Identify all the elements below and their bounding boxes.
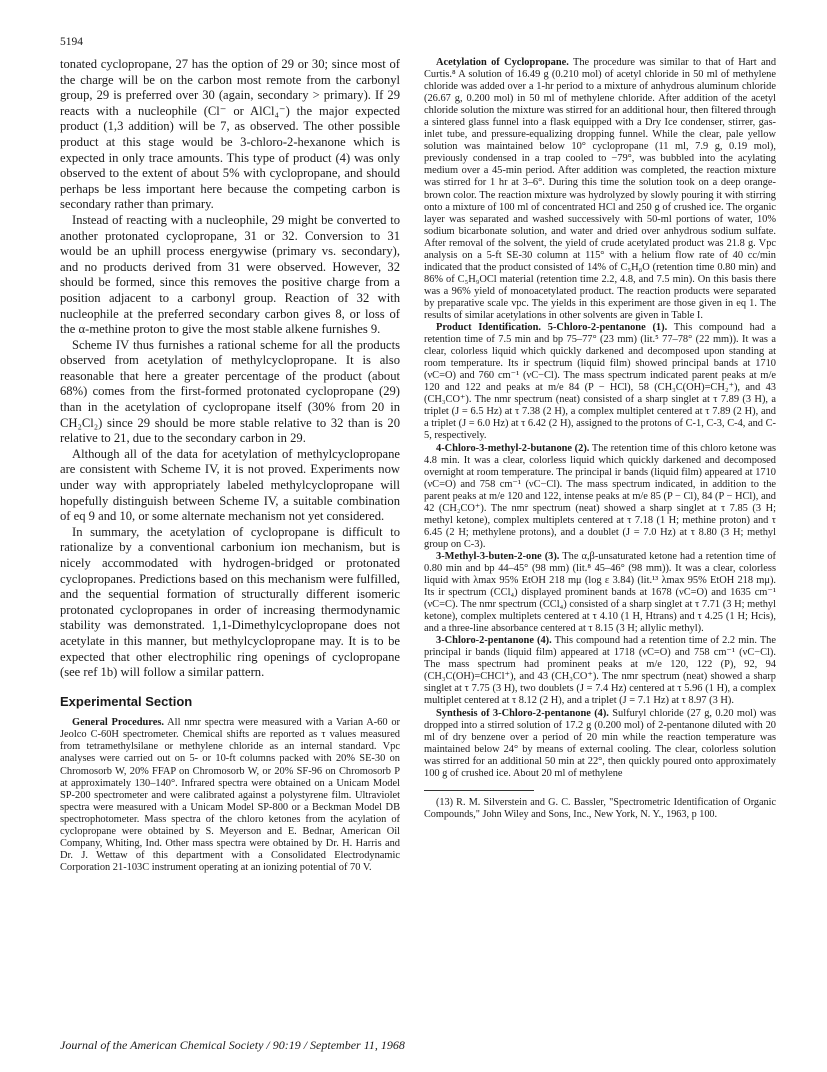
experimental-paragraph — [424, 322, 776, 442]
body-paragraph: In summary, the acetylation of cyclopropane is difficult to rationalize by a conventional carbonium ion mechanism, but is nicely accommodated with hydrogen-bridged or protonated cyclopropanes. Predictions based on this mechanism were fulfilled, and the sequential formation of structurally different isomeric protonated cyclopropanes in order of increasing thermodynamic stability was demonstrated. 1,1-Dimethylcyclopropane does not acetylate in this manner, but methylcyclopropane may. It is to be expected that other electrophilic ring openings of cyclopropane (see ref 1b) will follow a similar pattern. — [60, 524, 400, 680]
experimental-paragraph — [424, 57, 776, 322]
left-column — [60, 57, 400, 874]
body-paragraph: tonated cyclopropane, 27 has the option of 29 or 30; since most of the charge will be on the carbon most remote from the carbonyl group, 29 is preferred over 30 (again, secondary > primary). If 29 reacts with a nucleophile (Cl⁻ or AlCl₄⁻) the major expected product (1,3 addition) will be 7, as observed. The other possible product at this stage would be 3-chloro-2-hexanone which is expected in only trace amounts. This type of product (4) was only observed to the extent of about 5% with cyclopropane, and should perhaps be less important here because the competing carbon is secondary rather than primary. — [60, 57, 400, 212]
paragraph-lead: 3-Methyl-3-buten-2-one (3). — [436, 550, 560, 562]
body-paragraph: Instead of reacting with a nucleophile, 29 might be converted to another protonated cyclopropane, 31 or 32. Conversion to 31 would be an uphill process energywise (primary vs. secondary), and no products derived from 31 were observed. However, 32 should be formed, since this removes the positive charge from a position adjacent to a carbonyl group. Reaction of 32 with nucleophile at the preferred secondary carbon gives 8, or loss of the α-methine proton to give the most stable alkene furnishes 9. — [60, 212, 400, 337]
body-paragraph: Although all of the data for acetylation of methylcyclopropane are consistent with Scheme IV, it is not proved. Experiments now under way with appropriately labeled methylcyclopropane will hopefully distinguish between Scheme IV, a suitable combination of eq 9 and 10, or some alternate mechanism not yet considered. — [60, 446, 400, 524]
page-number: 5194 — [60, 36, 83, 48]
paragraph-lead: Acetylation of Cyclopropane. — [436, 57, 569, 68]
paragraph-text: This compound had a retention time of 7.5 min and bp 75–77° (23 mm) (lit.⁵ 77–78° (22 mm)). It was a clear, colorless liquid which quickly darkened and decomposed upon standing at room temperature. Its ir spectrum (liquid film) showed principal bands at 1710 (νC=O) and 760 cm⁻¹ (νC−Cl). The mass spectrum indicated parent peaks at m/e 120 and 122 and peaks at m/e 84 (P − HCl), 58 (CH₃C(OH)=CH₂⁺), and 43 (CH₃CO⁺). The nmr spectrum (neat) consisted of a sharp singlet at τ 7.89 (3 H), a triplet (J = 6.5 Hz) at τ 7.38 (2 H), a complex multiplet centered at τ 7.89 (2 H), and a triplet (J = 6.0 Hz) at τ 6.42 (2 H), assigned to the protons of C-1, C-3, C-4, and C-5, respectively. — [424, 322, 777, 442]
experimental-paragraph — [424, 635, 776, 707]
right-column — [424, 57, 776, 821]
experimental-paragraph — [424, 551, 776, 635]
paragraph-lead: 3-Chloro-2-pentanone (4). — [436, 635, 552, 647]
paragraph-text: The retention time of this chloro ketone was 4.8 min. It was a clear, colorless liquid which quickly darkened and decomposed overnight at room temperature. The principal ir bands (liquid film) appeared at 1710 (νC=O) and 758 cm⁻¹ (νC−Cl). The mass spectrum indicated, in addition to the parent peaks at m/e 120 and 122, intense peaks at m/e 85 (P − Cl), 84 (P − HCl), and 42 (CH₂CO⁺). The nmr spectrum (neat) showed a sharp singlet at τ 7.85 (3 H; methyl ketone), complex multiplets centered at τ 7.18 (1 H; methine proton) and τ 6.45 (2 H; methylene protons), and a doublet (J = 7.0 Hz) at τ 8.80 (3 H; methyl group on C-3). — [424, 442, 776, 550]
section-title: Experimental Section — [60, 693, 193, 709]
paragraph-lead: Product Identification. 5-Chloro-2-pentanone (1). — [436, 322, 668, 334]
body-paragraph: Scheme IV thus furnishes a rational scheme for all the products observed from acetylation of methylcyclopropane. It is also reasonable that here a greater percentage of the product (about 68%) comes from the first-formed protonated cyclopropane (29) than in the acetylation of cyclopropane itself (30% from 20 in CH₂Cl₂) since 29 should be more stable relative to 32 than is 20 relative to 21, due to the secondary carbon in 29. — [60, 337, 400, 446]
paragraph-lead: Synthesis of 3-Chloro-2-pentanone (4). — [436, 707, 609, 719]
footnote-divider — [424, 790, 534, 791]
journal-footer: Journal of the American Chemical Society / 90:19 / September 11, 1968 — [60, 1038, 405, 1052]
experimental-paragraph — [424, 708, 776, 780]
paragraph-text: Sulfuryl chloride (27 g, 0.20 mol) was dropped into a stirred solution of 17.2 g (0.200 mol) of 2-pentanone diluted with 20 ml of dry benzene over a period of 20 min while the reaction temperature was maintained below 24° by means of external cooling. The clear, colorless solution was stirred for an additional 50 min at 22°, then quickly poured onto approximately 100 g of crushed ice. About 20 ml of methylene — [424, 707, 776, 779]
paragraph-text: The α,β-unsaturated ketone had a retention time of 0.80 min and bp 44–45° (98 mm) (lit.⁸ 45–46° (98 mm)). It was a clear, colorless liquid with λmax 95% EtOH 218 mμ (log ε 3.84) (lit.¹³ λmax 95% EtOH 218 mμ). Its ir spectrum (CCl₄) displayed prominent bands at 1678 (νC=O) and 1635 cm⁻¹ (νC=C). The nmr spectrum (CCl₄) consisted of a sharp singlet at τ 7.71 (3 H; methyl ketone), complex multiplets centered at τ 4.10 (1 H, Htrans) and τ 4.25 (1 H; Hcis), and a three-line absorbance centered at τ 8.15 (3 H; allylic methyl). — [424, 550, 776, 635]
experimental-paragraph — [424, 443, 776, 551]
paragraph-lead: General Procedures. — [72, 717, 164, 729]
footnote: (13) R. M. Silverstein and G. C. Bassler, "Spectrometric Identification of Organic Compounds," John Wiley and Sons, Inc., New York, N. Y., 1963, p 100. — [424, 796, 776, 820]
experimental-paragraph — [60, 717, 400, 874]
paragraph-text: The procedure was similar to that of Hart and Curtis.⁸ A solution of 16.49 g (0.210 mol) of acetyl chloride in 50 ml of methylene chloride was added over a 1-hr period to a mixture of anhydrous aluminum chloride (26.67 g, 0.200 mol) in 50 ml of methylene chloride. After addition of the acetyl chloride solution the mixture was stirred for an additional hour, then filtered through a sintered glass funnel into a flask equipped with a Dry Ice condenser, stirrer, gas-inlet tube, and pressure-equalizing dropping funnel. While the clear, pale yellow solution was maintained below 10° cyclopropane (11 ml, 7.9 g, 0.19 mol), previously condensed in a trap cooled to −79°, was bubbled into the acylating medium over a 45-min period. After addition was completed, the reaction mixture was stirred for 1 hr at 3–6°. During this time the solution took on a deep orange-brown color. The reaction mixture was hydrolyzed by slowly pouring it with stirring onto a mixture of 100 ml of concentrated HCl and 250 g of crushed ice. The organic layer was separated and washed successively with 50-ml portions of water, 10% sodium bicarbonate solution, and water and dried over anhydrous sodium sulfate. After removal of the solvent, the yield of crude acetylated product was 21.8 g. Vpc analysis on a 5-ft SE-30 column at 115° with a helium flow rate of 40 cc/min indicated that the product consisted of 14% of C₅H₈O (retention time 0.80 min) and 86% of C₅H₉OCl material (retention time 2.2, 4.8, and 7.5 min). On this basis there was a 96% yield of monoacetylated product. The reaction products were separated by preparative scale vpc. The yields in this experiment are those given in eq 1. The results of similar acetylations in other solvents are given in Table I. — [424, 57, 777, 321]
paragraph-text: All nmr spectra were measured with a Varian A-60 or Jeolco C-60H spectrometer. Chemical shifts are reported as τ values measured from tetramethylsilane or methylene chloride as an internal standard. Vpc analyses were carried out on 5- or 10-ft columns packed with 20% SE-30 on Chromosorb W, 20% FFAP on Chromosorb W, or 20% SF-96 on Chromosorb P at approximately 130–140°. Infrared spectra were obtained on a Unicam Model SP-200 spectrometer and were calibrated against a polystyrene film. Ultraviolet spectra were measured with a Unicam Model SP-800 or a Beckman Model DB spectrophotometer. Mass spectra of the chloro ketones from the acylation of cyclopropane were obtained by S. Meyerson and E. Bednar, American Oil Company, Whiting, Ind. Other mass spectra were obtained by Dr. H. Harris and Dr. J. Wettaw of this department with a Consolidated Electrodynamic Corporation 21-103C instrument operating at an ionizing potential of 70 V. — [60, 717, 400, 873]
paragraph-lead: 4-Chloro-3-methyl-2-butanone (2). — [436, 442, 590, 454]
paragraph-text: This compound had a retention time of 2.2 min. The principal ir bands (liquid film) appeared at 1718 (νC=O) and 758 cm⁻¹ (νC−Cl). The mass spectrum had prominent peaks at m/e 120, 122 (P), 92, 94 (CH₃C(OH)=CHCl⁺), and 43 (CH₃CO⁺). The nmr spectrum (neat) showed a sharp singlet at τ 7.75 (3 H), two doublets (J = 7.4 Hz) centered at τ 5.96 (1 H), a complex multiplet centered at τ 8.12 (2 H), and a triplet (J = 7.1 Hz) at τ 8.97 (3 H). — [424, 635, 776, 707]
